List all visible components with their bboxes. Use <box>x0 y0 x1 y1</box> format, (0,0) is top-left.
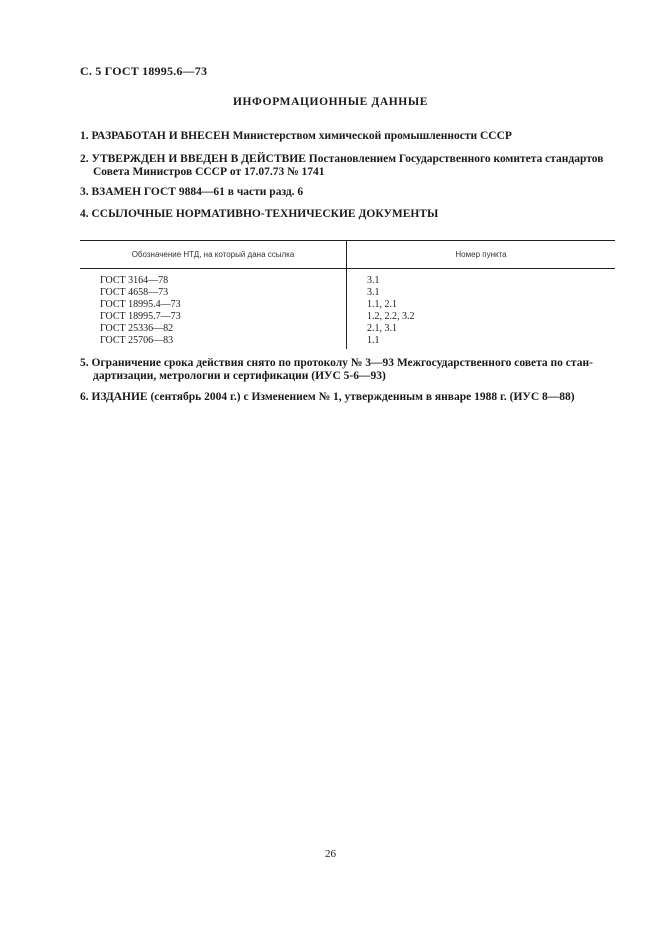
table-cell-clause: 3.1 <box>367 275 380 286</box>
section-title: ИНФОРМАЦИОННЫЕ ДАННЫЕ <box>232 96 429 108</box>
item-heading: ССЫЛОЧНЫЕ НОРМАТИВНО-ТЕХНИЧЕСКИЕ ДОКУМЕНТЫ <box>91 208 439 220</box>
column-header-document: Обозначение НТД, на который дана ссылка <box>80 241 347 269</box>
table-row <box>80 269 615 288</box>
item-number: 4. <box>80 208 89 220</box>
table-cell-clause: 1.1, 2.1 <box>367 299 397 310</box>
item-number: 6. <box>80 391 89 403</box>
table-row <box>80 311 615 323</box>
item-heading: ВЗАМЕН ГОСТ 9884—61 в части разд. 6 <box>91 186 304 198</box>
table-cell-clause: 2.1, 3.1 <box>367 323 397 334</box>
table-row <box>80 323 615 335</box>
info-item-2 <box>80 153 615 179</box>
item-number: 2. <box>80 153 89 165</box>
item-number: 5. <box>80 357 89 369</box>
item-text: Постановлением Государственного комитета стандартов <box>305 153 604 165</box>
info-item-4 <box>80 208 615 221</box>
table-cell-clause: 1.2, 2.2, 3.2 <box>367 311 415 322</box>
item-heading: РАЗРАБОТАН И ВНЕСЕН <box>91 130 230 142</box>
item-text: Министерством химической промышленности СССР <box>229 130 512 142</box>
item-number: 1. <box>80 130 89 142</box>
table-cell-document: ГОСТ 25336—82 <box>80 323 347 335</box>
info-item-1 <box>80 130 615 143</box>
table-cell-document: ГОСТ 18995.4—73 <box>80 299 347 311</box>
table-cell-document: ГОСТ 18995.7—73 <box>80 311 347 323</box>
info-item-3 <box>80 186 615 199</box>
item-text-continuation: дартизации, метрологии и сертификации (ИУС 5-6—93) <box>93 370 386 382</box>
reference-table <box>80 240 615 349</box>
page-number: 26 <box>325 848 336 860</box>
page-header: С. 5 ГОСТ 18995.6—73 <box>80 64 208 78</box>
table-cell-clause: 3.1 <box>367 287 380 298</box>
table-cell-document: ГОСТ 3164—78 <box>80 269 347 288</box>
info-item-6 <box>80 391 615 404</box>
info-item-5 <box>80 357 615 383</box>
item-text-continuation: Совета Министров СССР от 17.07.73 № 1741 <box>93 166 325 178</box>
table-cell-clause: 1.1 <box>367 335 380 346</box>
item-number: 3. <box>80 186 89 198</box>
table-row <box>80 287 615 299</box>
table-cell-document: ГОСТ 25706—83 <box>80 335 347 349</box>
table-cell-document: ГОСТ 4658—73 <box>80 287 347 299</box>
item-text: Ограничение срока действия снято по протоколу № 3—93 Межгосударственного совета по стан- <box>91 357 593 369</box>
table-row <box>80 335 615 349</box>
item-text: ИЗДАНИЕ (сентябрь 2004 г.) с Изменением № 1, утвержденным в январе 1988 г. (ИУС 8—88) <box>91 391 575 403</box>
column-header-clause: Номер пункта <box>347 241 616 269</box>
table-row <box>80 299 615 311</box>
item-heading: УТВЕРЖДЕН И ВВЕДЕН В ДЕЙСТВИЕ <box>91 153 306 165</box>
